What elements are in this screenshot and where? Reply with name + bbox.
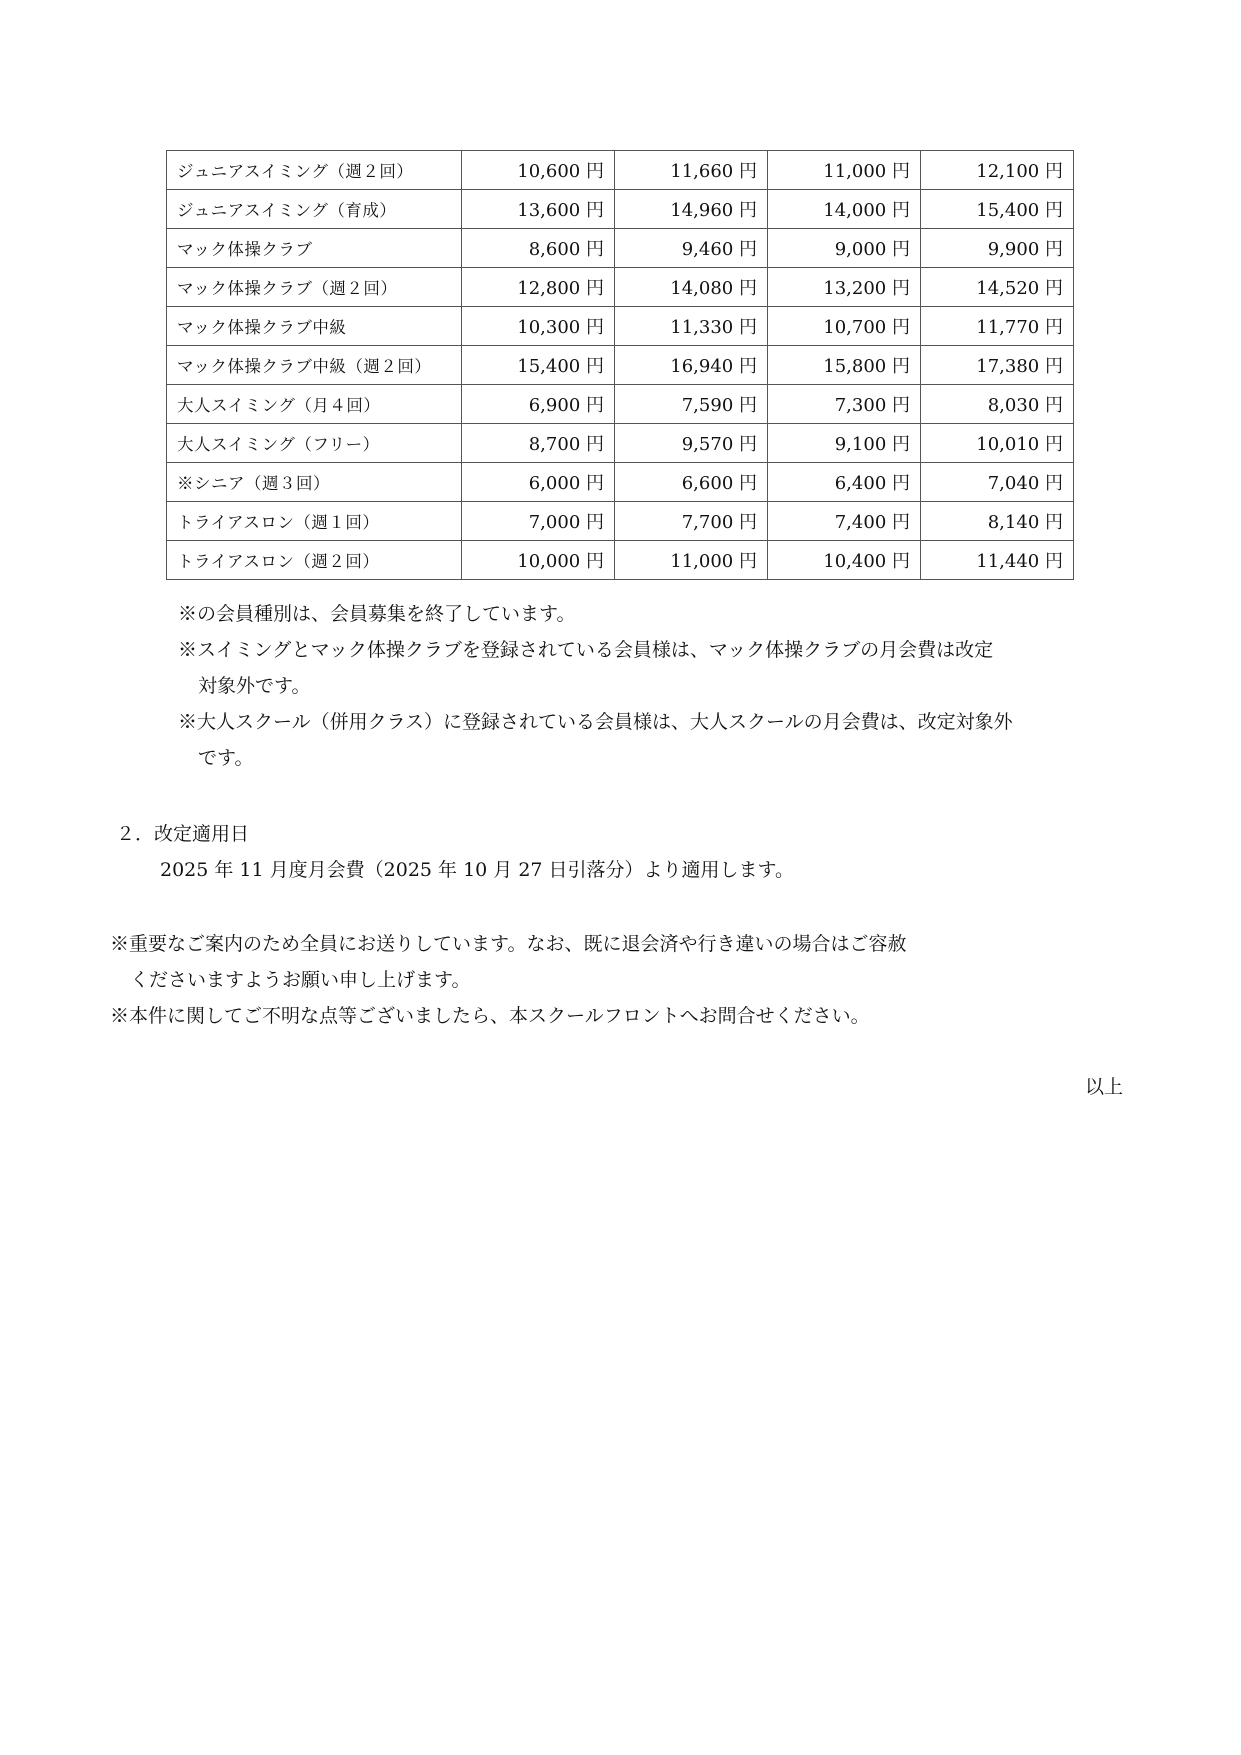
fee-cell: 6,900 円: [462, 385, 615, 424]
fee-cell: 8,030 円: [921, 385, 1074, 424]
closing-text: 以上: [1084, 1076, 1123, 1098]
fee-cell: 9,570 円: [615, 424, 768, 463]
fee-cell: 11,000 円: [615, 541, 768, 580]
note-closed-membership: [178, 596, 1013, 632]
fee-cell: 13,200 円: [768, 268, 921, 307]
fee-cell: 14,000 円: [768, 190, 921, 229]
fee-cell: 8,700 円: [462, 424, 615, 463]
note-adult-school-exemption: [178, 704, 1013, 776]
section-heading: ２．改定適用日: [116, 823, 250, 845]
section-effective-date: [116, 816, 794, 888]
membership-type-cell: ジュニアスイミング（育成）: [167, 190, 462, 229]
fee-cell: 9,460 円: [615, 229, 768, 268]
fee-cell: 15,800 円: [768, 346, 921, 385]
fee-table: [166, 150, 1074, 580]
footer-notes: [110, 926, 906, 1034]
fee-cell: 10,400 円: [768, 541, 921, 580]
fee-cell: 12,100 円: [921, 151, 1074, 190]
fee-cell: 15,400 円: [921, 190, 1074, 229]
note-line: 対象外です。: [198, 675, 311, 697]
table-row: [167, 463, 1074, 502]
fee-cell: 7,590 円: [615, 385, 768, 424]
table-row: [167, 502, 1074, 541]
fee-cell: 7,400 円: [768, 502, 921, 541]
membership-type-cell: 大人スイミング（フリー）: [167, 424, 462, 463]
membership-type-cell: マック体操クラブ中級: [167, 307, 462, 346]
fee-cell: 11,440 円: [921, 541, 1074, 580]
membership-type-cell: マック体操クラブ: [167, 229, 462, 268]
fee-cell: 11,770 円: [921, 307, 1074, 346]
fee-cell: 8,600 円: [462, 229, 615, 268]
table-row: [167, 541, 1074, 580]
membership-type-cell: トライアスロン（週１回）: [167, 502, 462, 541]
fee-cell: 6,600 円: [615, 463, 768, 502]
fee-cell: 11,330 円: [615, 307, 768, 346]
note-line: ※の会員種別は、会員募集を終了しています。: [178, 603, 576, 625]
fee-cell: 13,600 円: [462, 190, 615, 229]
table-row: [167, 190, 1074, 229]
table-row: [167, 151, 1074, 190]
fee-cell: 14,960 円: [615, 190, 768, 229]
membership-type-cell: トライアスロン（週２回）: [167, 541, 462, 580]
note-line: ※スイミングとマック体操クラブを登録されている会員様は、マック体操クラブの月会費は改定: [178, 639, 994, 661]
table-notes: [178, 596, 1013, 776]
fee-cell: 15,400 円: [462, 346, 615, 385]
fee-cell: 17,380 円: [921, 346, 1074, 385]
fee-cell: 7,300 円: [768, 385, 921, 424]
fee-cell: 6,400 円: [768, 463, 921, 502]
section-body: 2025 年 11 月度月会費（2025 年 10 月 27 日引落分）より適用します。: [160, 859, 795, 881]
note-line: です。: [198, 747, 254, 769]
table-row: [167, 268, 1074, 307]
membership-type-cell: ジュニアスイミング（週２回）: [167, 151, 462, 190]
fee-cell: 10,010 円: [921, 424, 1074, 463]
fee-cell: 9,900 円: [921, 229, 1074, 268]
table-row: [167, 307, 1074, 346]
membership-type-cell: ※シニア（週３回）: [167, 463, 462, 502]
fee-cell: 6,000 円: [462, 463, 615, 502]
fee-cell: 16,940 円: [615, 346, 768, 385]
membership-type-cell: マック体操クラブ（週２回）: [167, 268, 462, 307]
fee-cell: 10,600 円: [462, 151, 615, 190]
table-row: [167, 229, 1074, 268]
fee-cell: 12,800 円: [462, 268, 615, 307]
fee-cell: 9,000 円: [768, 229, 921, 268]
fee-cell: 11,660 円: [615, 151, 768, 190]
fee-cell: 9,100 円: [768, 424, 921, 463]
fee-cell: 10,000 円: [462, 541, 615, 580]
fee-cell: 10,300 円: [462, 307, 615, 346]
membership-type-cell: 大人スイミング（月４回）: [167, 385, 462, 424]
fee-cell: 8,140 円: [921, 502, 1074, 541]
fee-cell: 7,700 円: [615, 502, 768, 541]
footer-note-apology: [110, 926, 906, 998]
table-row: [167, 385, 1074, 424]
fee-cell: 14,080 円: [615, 268, 768, 307]
table-row: [167, 424, 1074, 463]
table-row: [167, 346, 1074, 385]
note-line: くださいますようお願い申し上げます。: [130, 969, 471, 991]
footer-note-contact: [110, 998, 906, 1034]
fee-cell: 7,000 円: [462, 502, 615, 541]
fee-cell: 10,700 円: [768, 307, 921, 346]
note-line: ※本件に関してご不明な点等ございましたら、本スクールフロントへお問合せください。: [110, 1005, 870, 1027]
fee-cell: 7,040 円: [921, 463, 1074, 502]
note-line: ※大人スクール（併用クラス）に登録されている会員様は、大人スクールの月会費は、改定対象外: [178, 711, 1013, 733]
note-swim-gym-exemption: [178, 632, 1013, 704]
fee-cell: 14,520 円: [921, 268, 1074, 307]
fee-cell: 11,000 円: [768, 151, 921, 190]
note-line: ※重要なご案内のため全員にお送りしています。なお、既に退会済や行き違いの場合はご容赦: [110, 933, 907, 955]
membership-type-cell: マック体操クラブ中級（週２回）: [167, 346, 462, 385]
